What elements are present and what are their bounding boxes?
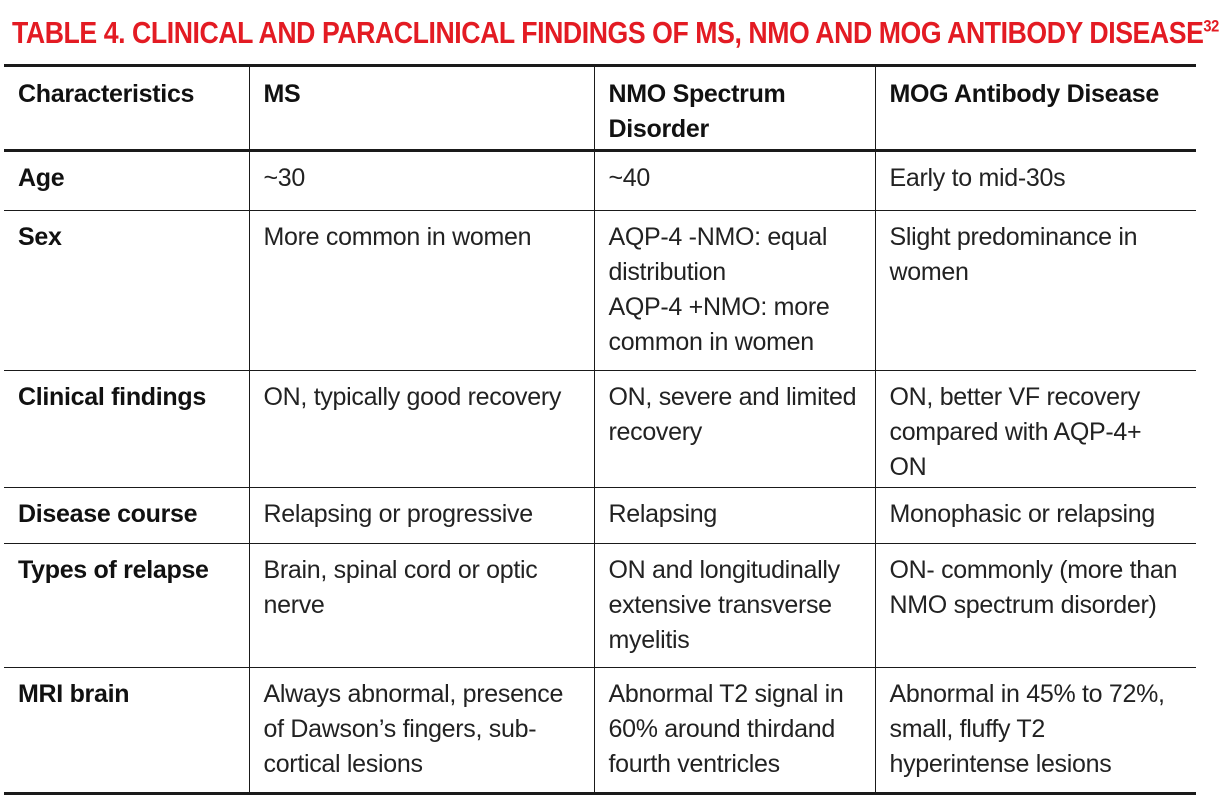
cell-ms: Relapsing or progressive [249,488,594,544]
cell-nmo-line: ~40 [608,164,651,192]
table-row-types-of-relapse [4,544,1196,668]
cell-nmo-line: AQP-4 -NMO: equal distribution [608,223,834,286]
cell-nmo [594,371,875,488]
table-row-age [4,151,1196,211]
cell-nmo-line: Relapsing [608,500,717,528]
row-label: MRI brain [4,668,249,794]
header-ms: MS [249,66,594,151]
cell-nmo [594,211,875,371]
table-title [12,8,1219,58]
table-row-mri-brain [4,668,1196,794]
cell-nmo [594,151,875,211]
cell-ms: ON, typically good recovery [249,371,594,488]
cell-nmo-line: ON and longitudinally extensive transverse myelitis [608,556,847,654]
table-row-disease-course [4,488,1196,544]
cell-mog: Early to mid-30s [875,151,1196,211]
cell-nmo [594,488,875,544]
cell-mog: Abnormal in 45% to 72%, small, fluffy T2 hyperintense lesions [875,668,1196,794]
header-characteristics: Characteristics [4,66,249,151]
cell-nmo [594,544,875,668]
row-label: Age [4,151,249,211]
header-row [4,66,1196,151]
table-row-sex [4,211,1196,371]
cell-nmo-line: Abnormal T2 signal in 60% around thirdand fourth ventricles [608,680,851,778]
row-label: Clinical findings [4,371,249,488]
title-reference-number: 32 [1203,16,1219,36]
cell-nmo [594,668,875,794]
header-mog: MOG Antibody Disease [875,66,1196,151]
table-title-text: TABLE 4. CLINICAL AND PARACLINICAL FINDINGS OF MS, NMO AND MOG ANTIBODY DISEASE [12,15,1204,50]
cell-nmo-line: ON, severe and limited recovery [608,383,863,446]
table-row-clinical-findings [4,371,1196,488]
cell-mog: Slight predominance in women [875,211,1196,371]
cell-nmo-line: AQP-4 +NMO: more common in women [608,293,837,356]
cell-ms: More common in women [249,211,594,371]
cell-ms: Brain, spinal cord or optic nerve [249,544,594,668]
row-label: Disease course [4,488,249,544]
header-nmo: NMO Spectrum Disorder [594,66,875,151]
cell-ms: Always abnormal, presence of Dawson’s fingers, sub-cortical lesions [249,668,594,794]
row-label: Types of relapse [4,544,249,668]
cell-mog: ON, better VF recovery compared with AQP-4+ ON [875,371,1196,488]
row-label: Sex [4,211,249,371]
findings-table [4,64,1196,795]
cell-mog: Monophasic or relapsing [875,488,1196,544]
cell-mog: ON- commonly (more than NMO spectrum disorder) [875,544,1196,668]
cell-ms: ~30 [249,151,594,211]
